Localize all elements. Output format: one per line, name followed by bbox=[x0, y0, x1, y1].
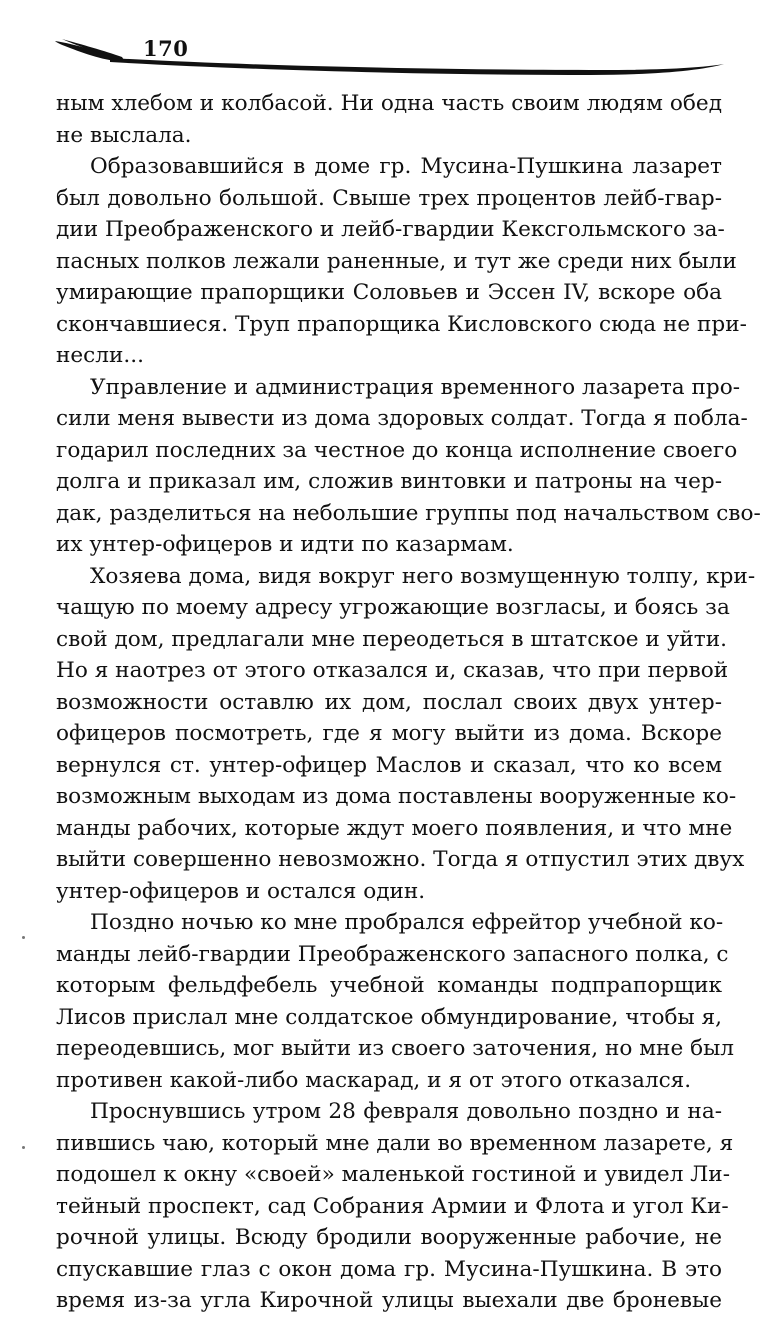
text-line: время из-за угла Кирочной улицы выехали две броневые bbox=[56, 1288, 722, 1313]
text-line: возможности оставлю их дом, послал своих двух унтер- bbox=[56, 689, 722, 715]
text-line: Но я наотрез от этого отказался и, сказав, что при первой bbox=[56, 658, 729, 683]
text-line: спускавшие глаз с окон дома гр. Мусина-Пушкина. В это bbox=[56, 1256, 722, 1282]
body-text bbox=[56, 88, 761, 1317]
text-line: был довольно большой. Свыше трех процентов лейб-гвар- bbox=[56, 185, 722, 211]
text-line: пасных полков лежали раненные, и тут же среди них были bbox=[56, 248, 737, 274]
page-number: 170 bbox=[143, 36, 189, 61]
text-line: сили меня вывести из дома здоровых солдат. Тогда я побла- bbox=[56, 406, 748, 431]
text-line: дак, разделиться на небольшие группы под начальством сво- bbox=[56, 500, 761, 526]
text-line: долга и приказал им, сложив винтовки и патроны на чер- bbox=[56, 469, 722, 494]
text-line: выйти совершенно невозможно. Тогда я отпустил этих двух bbox=[56, 847, 745, 872]
text-line: чащую по моему адресу угрожающие возгласы, и боясь за bbox=[56, 595, 730, 620]
paragraph-first-line: Управление и администрация временного лазарета про- bbox=[90, 374, 741, 400]
text-line: переодевшись, мог выйти из своего заточения, но мне был bbox=[56, 1036, 734, 1061]
text-line: скончавшиеся. Труп прапорщика Кисловского сюда не при- bbox=[56, 311, 747, 337]
scan-speck bbox=[22, 1146, 25, 1149]
header-rule-ornament bbox=[0, 0, 782, 90]
paragraph-first-line: Хозяева дома, видя вокруг него возмущенную толпу, кри- bbox=[90, 563, 756, 589]
page-header bbox=[0, 0, 782, 90]
text-line: унтер-офицеров и остался один. bbox=[56, 878, 426, 904]
scan-speck bbox=[22, 936, 25, 939]
text-line: умирающие прапорщики Соловьев и Эссен IV, вскоре оба bbox=[56, 280, 722, 305]
text-line: манды рабочих, которые ждут моего появления, и что мне bbox=[56, 815, 733, 841]
text-line: противен какой-либо маскарад, и я от этого отказался. bbox=[56, 1067, 692, 1093]
text-line: рочной улицы. Всюду бродили вооруженные рабочие, не bbox=[56, 1225, 722, 1250]
text-line: возможным выходам из дома поставлены вооруженные ко- bbox=[56, 784, 737, 809]
text-line: офицеров посмотреть, где я могу выйти из дома. Вскоре bbox=[56, 721, 722, 746]
text-line: которым фельдфебель учебной команды подпрапорщик bbox=[56, 973, 722, 998]
paragraph-first-line: Проснувшись утром 28 февраля довольно поздно и на- bbox=[90, 1099, 722, 1124]
text-line: несли... bbox=[56, 343, 144, 368]
text-line: свой дом, предлагали мне переодеться в штатское и уйти. bbox=[56, 626, 727, 652]
text-line: манды лейб-гвардии Преображенского запасного полка, с bbox=[56, 941, 729, 967]
text-line: дии Преображенского и лейб-гвардии Кексгольмского за- bbox=[56, 217, 725, 242]
text-line: Лисов прислал мне солдатское обмундирование, чтобы я, bbox=[56, 1004, 722, 1030]
text-line: не выслала. bbox=[56, 122, 192, 148]
text-line: годарил последних за честное до конца исполнение своего bbox=[56, 437, 738, 463]
text-line: пившись чаю, который мне дали во временном лазарете, я bbox=[56, 1130, 734, 1156]
paragraph-first-line: Образовавшийся в доме гр. Мусина-Пушкина лазарет bbox=[90, 154, 722, 179]
text-line: тейный проспект, сад Собрания Армии и Флота и угол Ки- bbox=[56, 1193, 729, 1219]
text-line: их унтер-офицеров и идти по казармам. bbox=[56, 532, 514, 557]
paragraph-first-line: Поздно ночью ко мне пробрался ефрейтор учебной ко- bbox=[90, 910, 724, 935]
text-line: подошел к окну «своей» маленькой гостиной и увидел Ли- bbox=[56, 1162, 730, 1187]
text-line: вернулся ст. унтер-офицер Маслов и сказал, что ко всем bbox=[56, 752, 722, 778]
text-line: ным хлебом и колбасой. Ни одна часть своим людям обед bbox=[56, 91, 722, 116]
